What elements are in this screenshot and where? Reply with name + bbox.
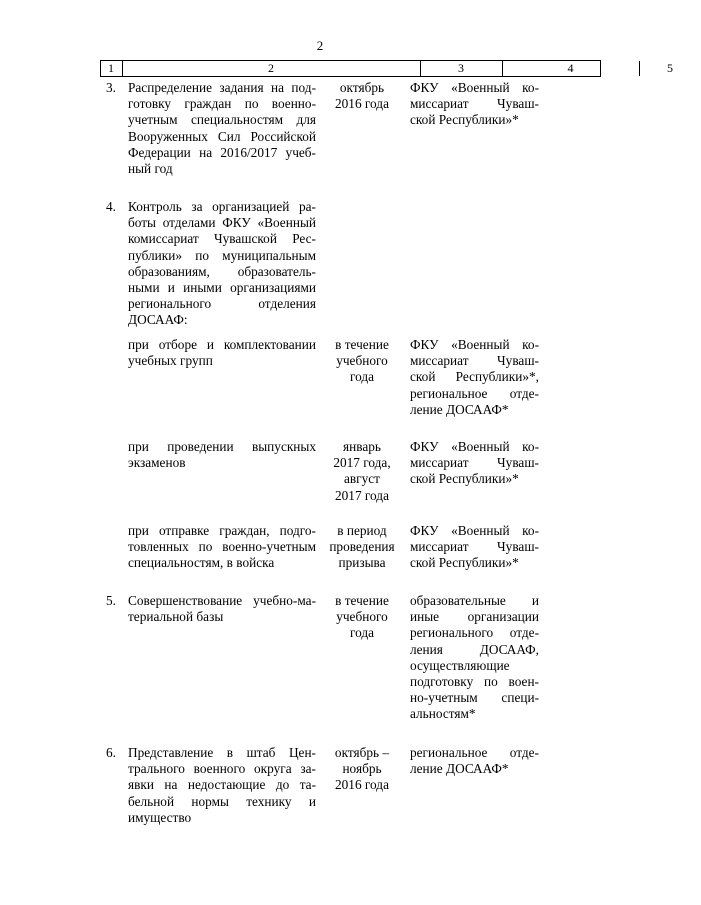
subtask-responsible: ФКУ «Военный ко- миссариат Чуваш- ской Республики»* [410, 439, 539, 487]
subtask-description: при проведении выпускных экзаменов [128, 439, 316, 471]
subtask-responsible: ФКУ «Военный ко- миссариат Чуваш- ской Республики»*, региональное отде- ление ДОСААФ* [410, 337, 539, 417]
subtask-deadline: январь 2017 года, август 2017 года [333, 439, 391, 503]
task-description: Представление в штаб Цен- трального военного округа за- явки на недостающие до та- бельной нормы технику и имущество [128, 745, 316, 825]
task-responsible: ФКУ «Военный ко- миссариат Чуваш- ской Республики»* [410, 80, 539, 128]
task-description: Контроль за организацией ра- боты отделами ФКУ «Военный комиссариат Чувашской Рес- публики» по муниципальным образованиям, образователь- ными и иными организациями регионального отделения ДОСААФ: [128, 199, 316, 328]
page-number: 2 [316, 38, 324, 53]
subtask-deadline: в период проведения призыва [329, 523, 395, 571]
row-number: 6. [106, 745, 116, 760]
row-number: 4. [106, 199, 116, 214]
header-col-1: 1 [108, 61, 114, 75]
subtask-description: при отправке граждан, подго- товленных по военно-учетным специальностям, в войска [128, 523, 316, 571]
task-deadline: в течение учебного года [335, 593, 389, 641]
subtask-responsible: ФКУ «Военный ко- миссариат Чуваш- ской Республики»* [410, 523, 539, 571]
subtask-description: при отборе и комплектовании учебных групп [128, 337, 316, 369]
task-responsible: образовательные и иные организации регионального отде- ления ДОСААФ, осуществляющие подготовку по воен- но-учетным специ- альностям* [410, 593, 539, 722]
header-col-5: 5 [667, 61, 673, 75]
row-number: 5. [106, 593, 116, 608]
task-description: Совершенствование учебно-ма- териальной базы [128, 593, 316, 625]
row-number: 3. [106, 80, 116, 95]
header-col-2: 2 [268, 61, 274, 75]
table-header-row [100, 60, 673, 77]
task-responsible: региональное отде- ление ДОСААФ* [410, 745, 539, 777]
header-col-4: 4 [567, 61, 574, 75]
header-col-3: 3 [458, 61, 464, 75]
task-deadline: октябрь – ноябрь 2016 года [334, 745, 390, 793]
task-description: Распределение задания на под- готовку граждан по военно- учетным специальностям для Вооруженных Сил Российской Федерации на 2016/2017 учеб- ный год [128, 80, 316, 177]
subtask-deadline: в течение учебного года [335, 337, 389, 385]
task-deadline: октябрь 2016 года [335, 80, 389, 112]
